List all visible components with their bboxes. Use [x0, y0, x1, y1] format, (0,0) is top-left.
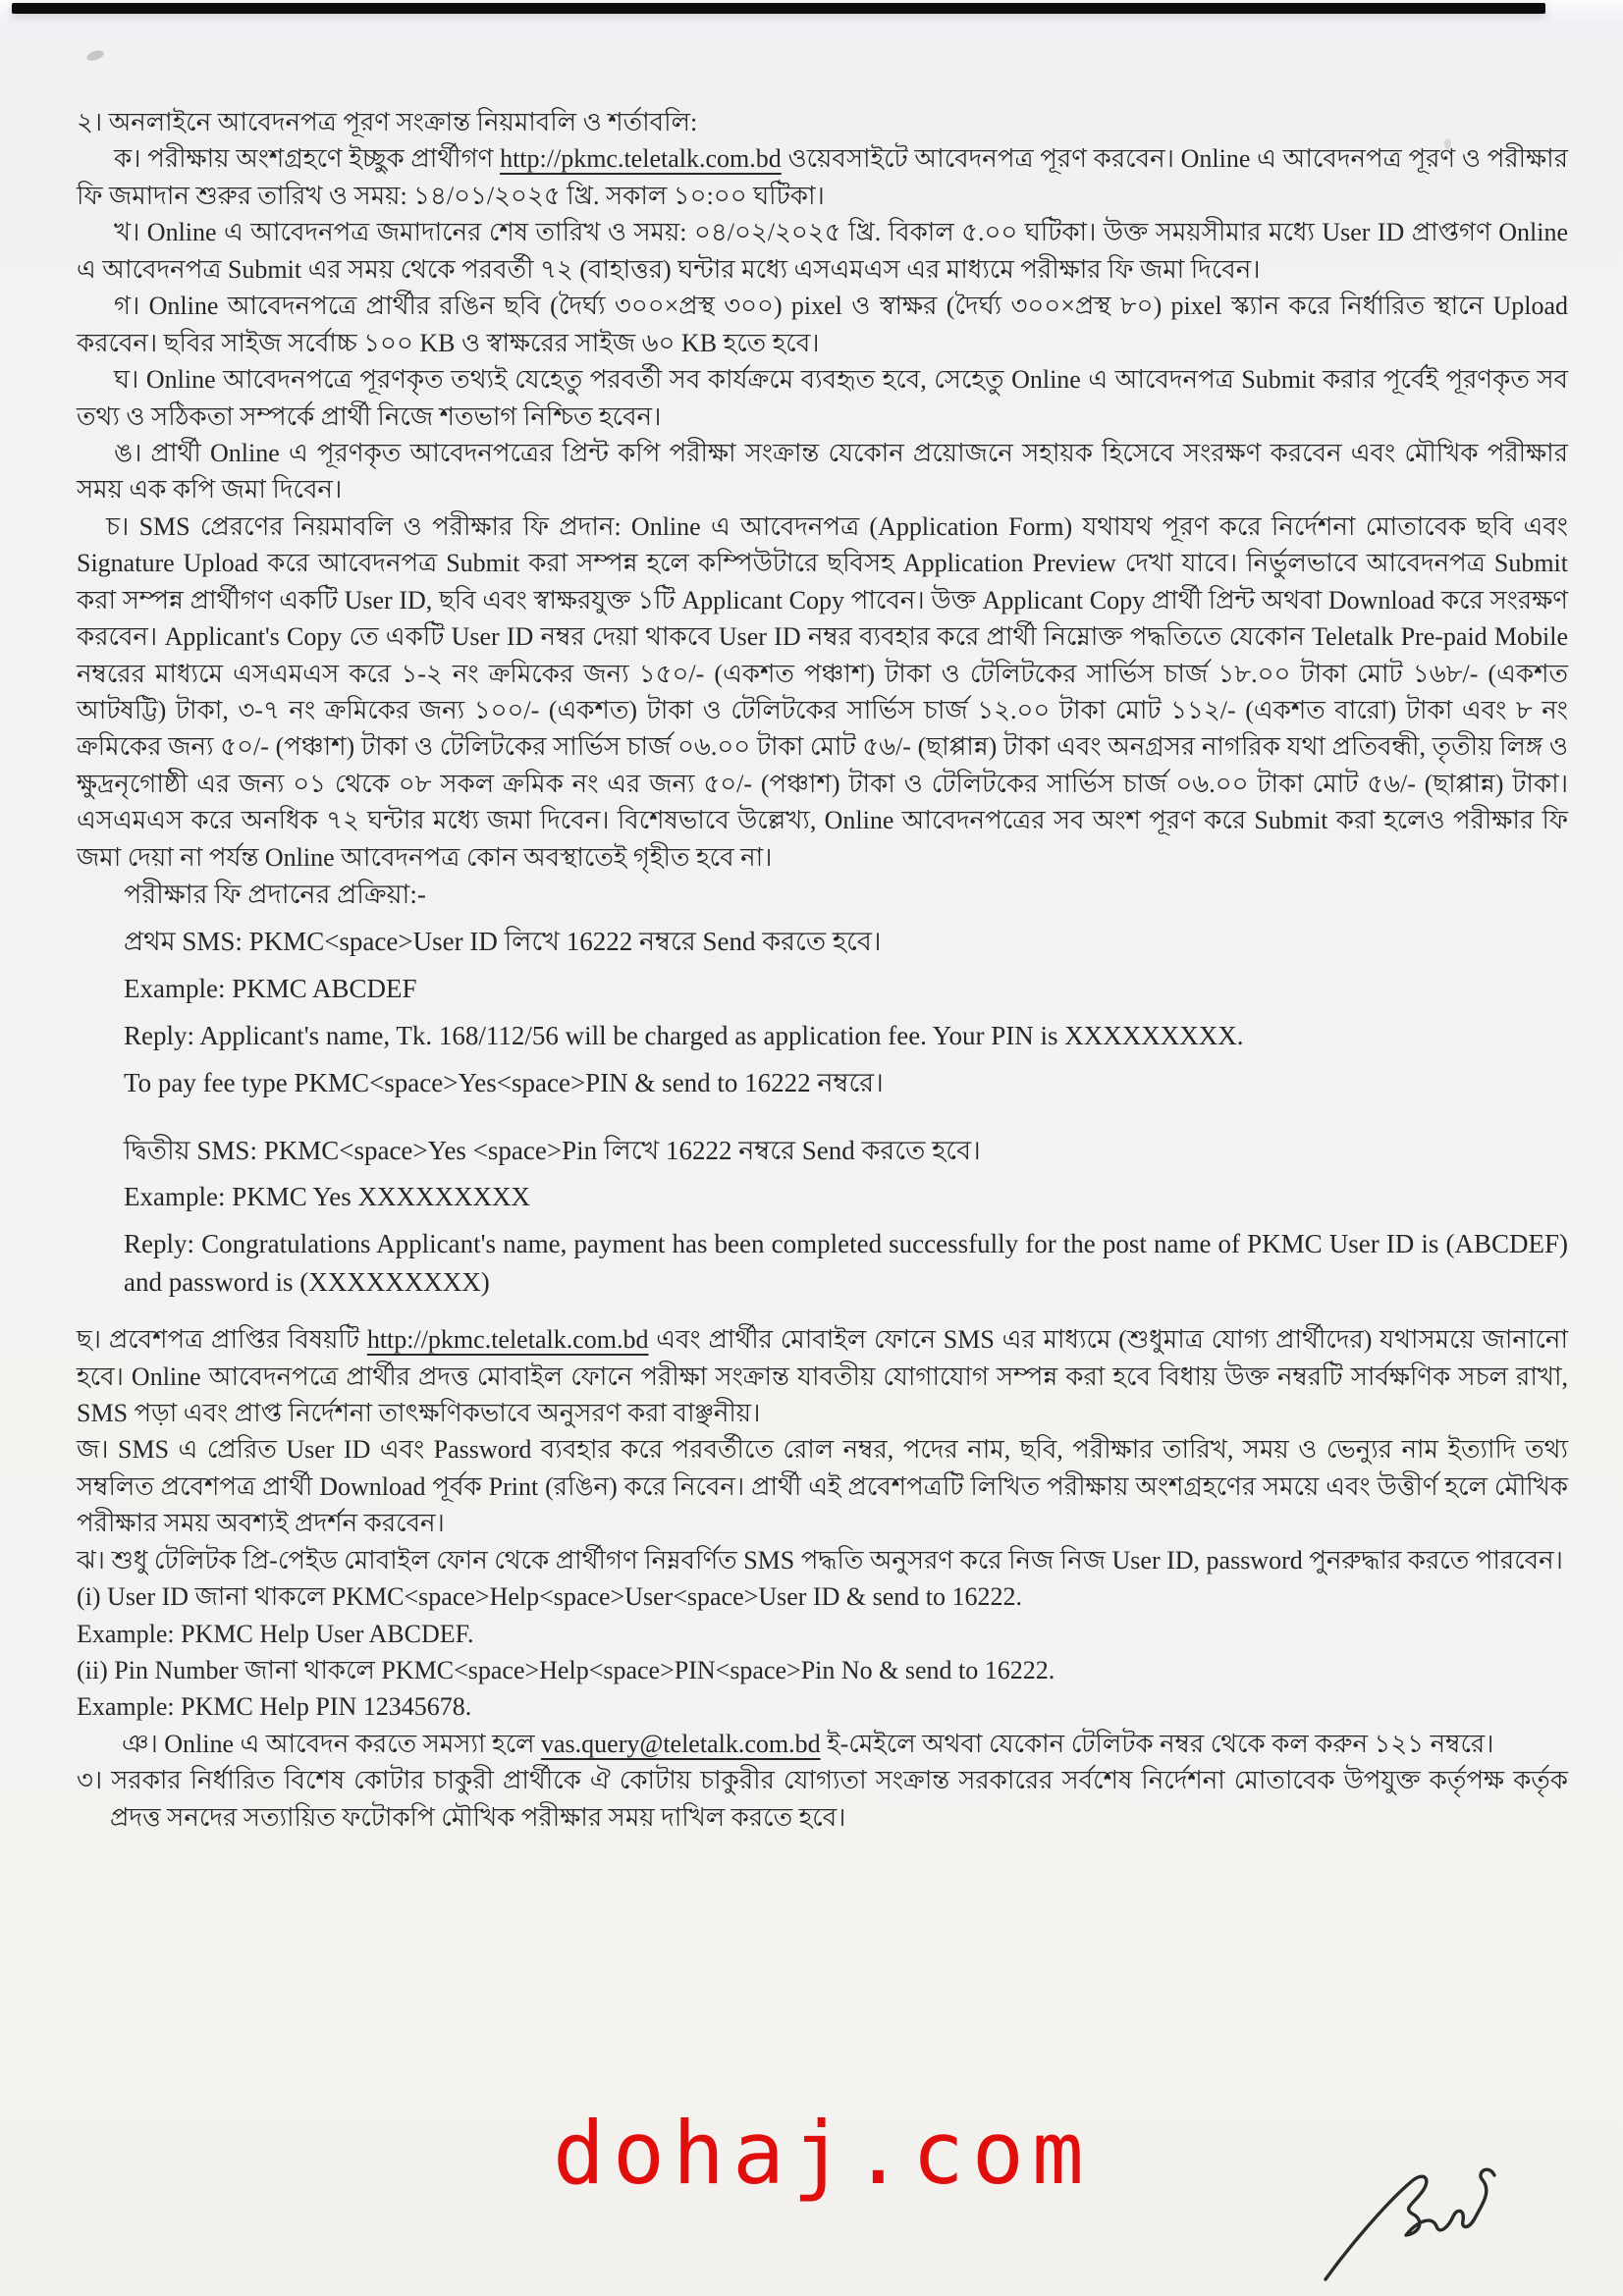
fee-procedure-title: পরীক্ষার ফি প্রদানের প্রক্রিয়া:-	[124, 880, 426, 910]
scan-edge-artifact	[12, 3, 1545, 14]
document-body	[0, 14, 1623, 1836]
fee-second-sms: দ্বিতীয় SMS: PKMC<space>Yes <space>Pin লিখে 16222 নম্বরে Send করতে হবে।	[124, 1135, 981, 1165]
clause-ka-text: ক। পরীক্ষায় অংশগ্রহণে ইচ্ছুক প্রার্থীগণ	[114, 144, 501, 174]
clause-chha-text: ছ। প্রবেশপত্র প্রাপ্তির বিষয়টি	[77, 1325, 367, 1355]
clause-chha	[77, 1321, 1568, 1431]
signature	[1312, 2136, 1518, 2283]
fee-first-sms-example: Example: PKMC ABCDEF	[124, 973, 417, 1003]
help-pin-example: Example: PKMC Help PIN 12345678.	[77, 1692, 472, 1722]
fee-first-sms-reply: Reply: Applicant's name, Tk. 168/112/56 will be charged as application fee. Your PIN is XXXXXXXXX.	[124, 1020, 1244, 1050]
fee-pay-instruction: To pay fee type PKMC<space>Yes<space>PIN & send to 16222 নম্বরে।	[124, 1067, 884, 1097]
clause-gha: ঘ। Online আবেদনপত্রে পূরণকৃত তথ্যই যেহেতু পরবর্তী সব কার্যক্রমে ব্যবহৃত হবে, সেহেতু Online এ আবেদনপত্র Submit করার পূর্বেই পূরণকৃত সব তথ্য ও সঠিকতা সম্পর্কে প্রার্থী নিজে শতভাগ নিশ্চিত হবেন।	[77, 365, 1568, 431]
fee-second-sms-example: Example: PKMC Yes XXXXXXXXX	[124, 1182, 531, 1212]
clause-ja: জ। SMS এ প্রেরিত User ID এবং Password ব্যবহার করে পরবর্তীতে রোল নম্বর, পদের নাম, ছবি, পরীক্ষার তারিখ, সময় ও ভেন্যুর নাম ইত্যাদি তথ্য সম্বলিত প্রবেশপত্র প্রার্থী Download পূর্বক Print (রঙিন) করে নিবেন। প্রার্থী এই প্রবেশপত্রটি লিখিত পরীক্ষায় অংশগ্রহণের সময়ে এবং উত্তীর্ণ হলে মৌখিক পরীক্ষার সময় অবশ্যই প্রদর্শন করবেন।	[77, 1435, 1568, 1538]
clause-ka-text-post: ওয়েবসাইটে আবেদনপত্র পূরণ করবেন। Online এ আবেদনপত্র পূরণ ও পরীক্ষার ফি জমাদান শুরুর তারিখ ও সময়: ১৪/০১/২০২৫ খ্রি. সকাল ১০:০০ ঘটিকা।	[77, 144, 1568, 210]
clause-cha: চ। SMS প্রেরণের নিয়মাবলি ও পরীক্ষার ফি প্রদান: Online এ আবেদনপত্র (Application Form) যথাযথ পূরণ করে নির্দেশনা মোতাবেক ছবি এবং Signature Upload করে আবেদনপত্র Submit করা সম্পন্ন হলে কম্পিউটারে ছবিসহ Application Preview দেখা যাবে। নির্ভুলভাবে আবেদনপত্র Submit করা সম্পন্ন প্রার্থীগণ একটি User ID, ছবি এবং স্বাক্ষরযুক্ত ১টি Applicant Copy পাবেন। উক্ত Applicant Copy প্রার্থী প্রিন্ট অথবা Download করে সংরক্ষণ করবেন। Applicant's Copy তে একটি User ID নম্বর দেয়া থাকবে User ID নম্বর ব্যবহার করে প্রার্থী নিম্নোক্ত পদ্ধতিতে যেকোন Teletalk Pre-paid Mobile নম্বরের মাধ্যমে এসএমএস করে ১-২ নং ক্রমিকের জন্য ১৫০/- (একশত পঞ্চাশ) টাকা ও টেলিটকের সার্ভিস চার্জ ১৮.০০ টাকা মোট ১৬৮/- (একশত আটষট্টি) টাকা, ৩-৭ নং ক্রমিকের জন্য ১০০/- (একশত) টাকা ও টেলিটকের সার্ভিস চার্জ ১২.০০ টাকা মোট ১১২/- (একশত বারো) টাকা এবং ৮ নং ক্রমিকের জন্য ৫০/- (পঞ্চাশ) টাকা ও টেলিটকের সার্ভিস চার্জ ০৬.০০ টাকা মোট ৫৬/- (ছাপ্পান্ন) টাকা এবং অনগ্রসর নাগরিক যথা প্রতিবন্ধী, তৃতীয় লিঙ্গ ও ক্ষুদ্রনৃগোষ্ঠী এর জন্য ০১ থেকে ০৮ সকল ক্রমিক নং এর জন্য ৫০/- (পঞ্চাশ) টাকা ও টেলিটকের সার্ভিস চার্জ ০৬.০০ টাকা মোট ৫৬/- (ছাপ্পান্ন) টাকা। এসএমএস করে অনধিক ৭২ ঘন্টার মধ্যে জমা দিবেন। বিশেষভাবে উল্লেখ্য, Online আবেদনপত্রের সব অংশ পূরণ করে Submit করা হলেও পরীক্ষার ফি জমা দেয়া না পর্যন্ত Online আবেদনপত্র কোন অবস্থাতেই গৃহীত হবে না।	[77, 511, 1568, 872]
help-pin-line: (ii) Pin Number জানা থাকলে PKMC<space>Help<space>PIN<space>Pin No & send to 16222.	[77, 1656, 1055, 1684]
pkmc-website-url[interactable]: http://pkmc.teletalk.com.bd	[500, 144, 782, 174]
clause-uno: ঙ। প্রার্থী Online এ পূরণকৃত আবেদনপত্রের প্রিন্ট কপি পরীক্ষা সংক্রান্ত যেকোন প্রয়োজনে সহায়ক হিসেবে সংরক্ষণ করবেন এবং মৌখিক পরীক্ষার সময় এক কপি জমা দিবেন।	[77, 438, 1568, 505]
fee-payment-procedure	[124, 876, 1568, 1302]
clause-ga: গ। Online আবেদনপত্রে প্রার্থীর রঙিন ছবি (দৈর্ঘ্য ৩০০×প্রস্থ ৩০০) pixel ও স্বাক্ষর (দৈর্ঘ্য ৩০০×প্রস্থ ৮০) pixel স্ক্যান করে নির্ধারিত স্থানে Upload করবেন। ছবির সাইজ সর্বোচ্চ ১০০ KB ও স্বাক্ষরের সাইজ ৬০ KB হতে হবে।	[77, 292, 1568, 357]
support-email[interactable]: vas.query@teletalk.com.bd	[541, 1729, 821, 1758]
help-userid-example: Example: PKMC Help User ABCDEF.	[77, 1619, 474, 1648]
help-userid-line: (i) User ID জানা থাকলে PKMC<space>Help<space>User<space>User ID & send to 16222.	[77, 1582, 1022, 1612]
pkmc-website-url[interactable]: http://pkmc.teletalk.com.bd	[366, 1325, 649, 1355]
section-2-heading: ২। অনলাইনে আবেদনপত্র পূরণ সংক্রান্ত নিয়মাবলি ও শর্তাবলি:	[77, 108, 698, 136]
clause-kha: খ। Online এ আবেদনপত্র জমাদানের শেষ তারিখ ও সময়: ০৪/০২/২০২৫ খ্রি. বিকাল ৫.০০ ঘটিকা। উক্ত সময়সীমার মধ্যে User ID প্রাপ্তগণ Online এ আবেদনপত্র Submit এর সময় থেকে পরবর্তী ৭২ (বাহাত্তর) ঘন্টার মধ্যে এসএমএস এর মাধ্যমে পরীক্ষার ফি জমা দিবেন।	[77, 218, 1568, 284]
section-3-quota-note: ৩। সরকার নির্ধারিত বিশেষ কোটার চাকুরী প্রার্থীকে ঐ কোটায় চাকুরীর যোগ্যতা সংক্রান্ত সরকারের সর্বশেষ নির্দেশনা মোতাবেক উপযুক্ত কর্তৃপক্ষ কর্তৃক প্রদত্ত সনদের সত্যায়িত ফটোকপি মৌখিক পরীক্ষার সময় দাখিল করতে হবে।	[77, 1766, 1568, 1832]
site-watermark: dohaj.com	[553, 2103, 1092, 2204]
clause-nyo-text: ঞ। Online এ আবেদন করতে সমস্যা হলে	[122, 1729, 542, 1758]
clause-nyo	[77, 1726, 1568, 1762]
clause-chha-text-post: এবং প্রার্থীর মোবাইল ফোনে SMS এর মাধ্যমে (শুধুমাত্র যোগ্য প্রার্থীদের) যথাসময়ে জানানো হবে। Online আবেদনপত্রে প্রার্থীর প্রদত্ত মোবাইল ফোনে পরীক্ষা সংক্রান্ত যাবতীয় যোগাযোগ সম্পন্ন করা হবে বিধায় উক্ত নম্বরটি সার্বক্ষণিক সচল রাখা, SMS পড়া এবং প্রাপ্ত নির্দেশনা তাৎক্ষণিকভাবে অনুসরণ করা বাঞ্ছনীয়।	[77, 1325, 1568, 1427]
clause-jha: ঝ। শুধু টেলিটক প্রি-পেইড মোবাইল ফোন থেকে প্রার্থীগণ নিম্নবর্ণিত SMS পদ্ধতি অনুসরণ করে নিজ নিজ User ID, password পুনরুদ্ধার করতে পারবেন।	[77, 1545, 1563, 1575]
clause-nyo-text-post: ই-মেইলে অথবা যেকোন টেলিটক নম্বর থেকে কল করুন ১২১ নম্বরে।	[820, 1729, 1494, 1758]
fee-second-sms-reply: Reply: Congratulations Applicant's name, payment has been completed successfully for the post name of PKMC User ID is (ABCDEF) and password is (XXXXXXXXX)	[124, 1229, 1568, 1298]
clause-ka	[77, 140, 1568, 214]
fee-first-sms: প্রথম SMS: PKMC<space>User ID লিখে 16222 নম্বরে Send করতে হবে।	[124, 927, 882, 957]
